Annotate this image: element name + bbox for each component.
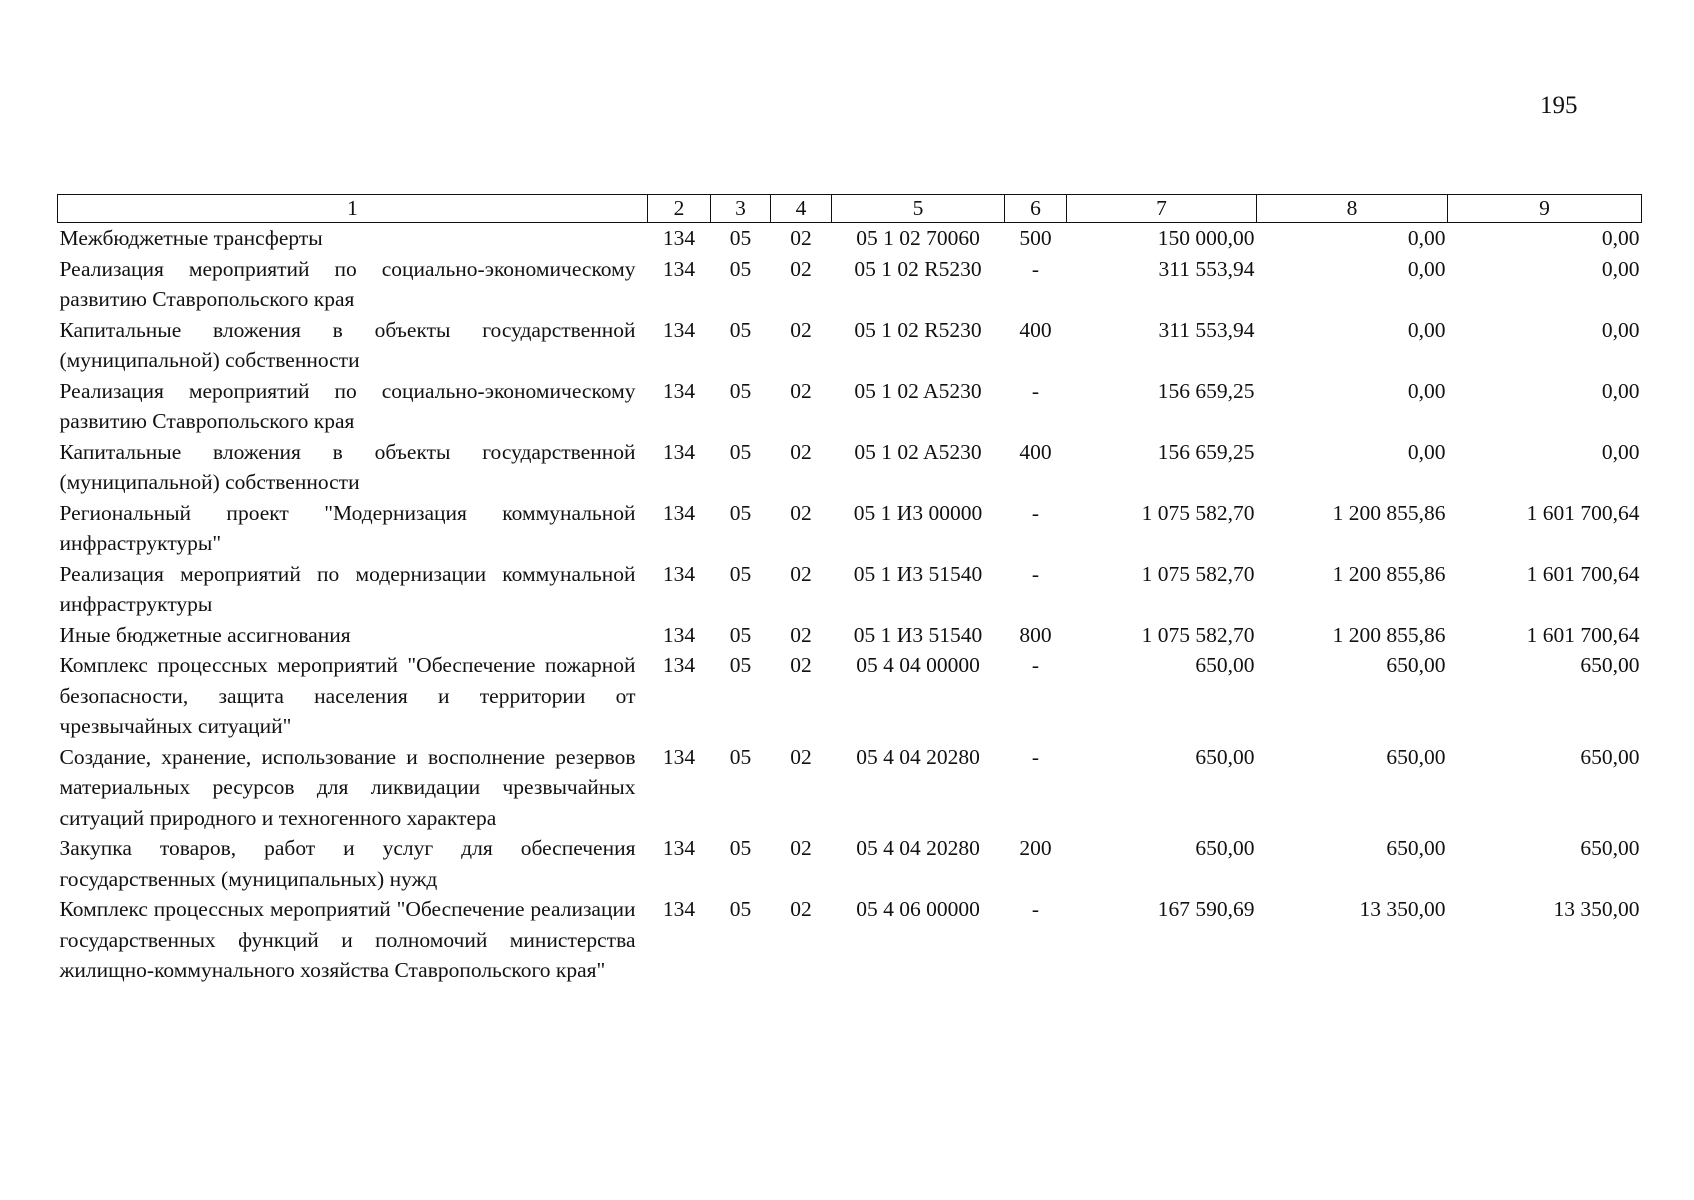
column-header-4: 4 (771, 195, 832, 223)
row-code-ministry: 134 (662, 226, 696, 250)
row-name: Реализация мероприятий по социально-экономическому развитию Ставропольского края (59, 256, 636, 311)
row-name: Комплекс процессных мероприятий "Обеспечение пожарной безопасности, защита населения и территории от чрезвычайных ситуаций" (59, 653, 636, 738)
row-code-subsection: 02 (790, 439, 812, 464)
table-row (58, 742, 1642, 834)
row-amount-col7: 650,00 (1195, 836, 1255, 860)
table-row (58, 437, 1642, 498)
row-amount-col9: 650,00 (1580, 744, 1640, 769)
column-header-3: 3 (711, 195, 771, 223)
row-code-expense-type: - (1031, 897, 1040, 921)
row-amount-col9: 13 350,00 (1553, 897, 1640, 921)
row-amount-col7: 156 659,25 (1157, 378, 1255, 403)
row-amount-col9: 1 601 700,64 (1526, 500, 1640, 525)
row-code-ministry: 134 (662, 561, 696, 586)
row-code-ministry: 134 (662, 500, 696, 525)
row-amount-col8: 1 200 855,86 (1332, 561, 1446, 586)
row-code-subsection: 02 (790, 653, 812, 677)
row-amount-col9: 0,00 (1601, 317, 1640, 342)
row-code-section: 05 (729, 439, 752, 464)
row-name: Межбюджетные трансферты (59, 226, 323, 250)
table-row (58, 620, 1642, 651)
row-amount-col9: 650,00 (1580, 836, 1640, 860)
table-header (58, 195, 1642, 223)
row-name: Региональный проект "Модернизация коммунальной инфраструктуры" (59, 500, 636, 555)
row-amount-col7: 150 000,00 (1157, 226, 1255, 250)
row-code-section: 05 (729, 317, 752, 342)
column-header-5: 5 (832, 195, 1005, 223)
column-header-9: 9 (1448, 195, 1642, 223)
row-name: Реализация мероприятий по модернизации коммунальной инфраструктуры (59, 561, 636, 616)
row-code-target: 05 1 И3 00000 (853, 500, 983, 525)
column-header-7: 7 (1067, 195, 1257, 223)
row-amount-col8: 650,00 (1386, 744, 1446, 769)
row-code-subsection: 02 (790, 561, 812, 586)
row-code-section: 05 (729, 561, 752, 586)
row-amount-col9: 0,00 (1601, 378, 1640, 403)
row-code-expense-type: - (1031, 744, 1040, 769)
row-code-target: 05 1 02 R5230 (854, 317, 982, 342)
header-row (58, 195, 1642, 223)
row-code-expense-type: 400 (1019, 439, 1052, 464)
row-code-subsection: 02 (790, 897, 812, 921)
row-amount-col8: 13 350,00 (1359, 897, 1446, 921)
table-row (58, 894, 1642, 986)
row-amount-col8: 0,00 (1407, 226, 1446, 250)
row-code-ministry: 134 (662, 622, 696, 647)
row-code-target: 05 1 02 A5230 (854, 378, 982, 403)
row-name: Капитальные вложения в объекты государственной (муниципальной) собственности (59, 317, 636, 372)
row-amount-col7: 650,00 (1195, 653, 1255, 677)
row-code-section: 05 (729, 744, 752, 769)
row-amount-col8: 0,00 (1407, 439, 1446, 464)
row-amount-col7: 156 659,25 (1157, 439, 1255, 464)
row-code-subsection: 02 (790, 744, 812, 769)
row-amount-col9: 1 601 700,64 (1526, 622, 1640, 647)
row-amount-col7: 1 075 582,70 (1141, 500, 1255, 525)
row-amount-col9: 650,00 (1580, 653, 1640, 677)
row-amount-col8: 0,00 (1407, 317, 1446, 342)
row-amount-col8: 650,00 (1386, 836, 1446, 860)
row-code-subsection: 02 (790, 256, 812, 281)
row-code-expense-type: - (1031, 561, 1040, 586)
row-code-target: 05 1 И3 51540 (853, 622, 983, 647)
table-body (58, 223, 1642, 986)
row-amount-col8: 0,00 (1407, 256, 1446, 281)
row-code-subsection: 02 (790, 622, 812, 647)
table-row (58, 223, 1642, 254)
row-code-section: 05 (729, 500, 752, 525)
row-amount-col9: 0,00 (1601, 256, 1640, 281)
budget-table (57, 194, 1642, 986)
row-name: Реализация мероприятий по социально-экономическому развитию Ставропольского края (59, 378, 636, 433)
row-code-expense-type: 400 (1019, 317, 1052, 342)
row-name: Комплекс процессных мероприятий "Обеспечение реализации государственных функций и полномочий министерства жилищно-коммунального хозяйства Ставропольского края" (59, 897, 636, 982)
table-row (58, 315, 1642, 376)
row-code-ministry: 134 (662, 653, 696, 677)
row-code-target: 05 4 04 00000 (856, 653, 980, 677)
row-code-target: 05 1 02 A5230 (854, 439, 982, 464)
row-code-expense-type: - (1031, 256, 1040, 281)
row-amount-col7: 167 590,69 (1157, 897, 1255, 921)
row-code-ministry: 134 (662, 836, 696, 860)
table-row (58, 254, 1642, 315)
column-header-2: 2 (648, 195, 711, 223)
row-name: Закупка товаров, работ и услуг для обеспечения государственных (муниципальных) нужд (59, 836, 636, 891)
row-amount-col7: 1 075 582,70 (1141, 561, 1255, 586)
row-code-expense-type: 800 (1019, 622, 1052, 647)
row-amount-col7: 1 075 582,70 (1141, 622, 1255, 647)
row-code-section: 05 (729, 256, 752, 281)
row-amount-col7: 650,00 (1195, 744, 1255, 769)
row-amount-col8: 0,00 (1407, 378, 1446, 403)
table-row (58, 376, 1642, 437)
row-code-section: 05 (729, 897, 752, 921)
row-amount-col7: 311 553,94 (1158, 317, 1255, 342)
row-code-subsection: 02 (790, 500, 812, 525)
row-code-section: 05 (729, 836, 752, 860)
row-code-expense-type: - (1031, 378, 1040, 403)
row-code-ministry: 134 (662, 256, 696, 281)
row-code-subsection: 02 (790, 317, 812, 342)
row-code-ministry: 134 (662, 378, 696, 403)
row-amount-col8: 1 200 855,86 (1332, 622, 1446, 647)
row-code-expense-type: 500 (1019, 226, 1052, 250)
row-code-target: 05 1 02 R5230 (854, 256, 982, 281)
column-header-6: 6 (1005, 195, 1067, 223)
row-code-ministry: 134 (662, 897, 696, 921)
row-code-target: 05 4 04 20280 (856, 744, 980, 769)
row-code-ministry: 134 (662, 744, 696, 769)
row-name: Иные бюджетные ассигнования (59, 622, 351, 647)
row-name: Капитальные вложения в объекты государственной (муниципальной) собственности (59, 439, 636, 494)
row-code-ministry: 134 (662, 317, 696, 342)
row-code-target: 05 1 02 70060 (856, 226, 980, 250)
row-code-subsection: 02 (790, 378, 812, 403)
row-amount-col8: 1 200 855,86 (1332, 500, 1446, 525)
page-number: 195 (1540, 92, 1578, 119)
row-code-ministry: 134 (662, 439, 696, 464)
column-header-8: 8 (1257, 195, 1448, 223)
row-code-target: 05 4 04 20280 (856, 836, 980, 860)
row-amount-col7: 311 553,94 (1158, 256, 1255, 281)
row-amount-col9: 1 601 700,64 (1526, 561, 1640, 586)
row-code-target: 05 1 И3 51540 (853, 561, 983, 586)
column-header-1: 1 (58, 195, 648, 223)
row-name: Создание, хранение, использование и восполнение резервов материальных ресурсов для ликвидации чрезвычайных ситуаций природного и техногенного характера (59, 744, 636, 830)
row-code-expense-type: 200 (1019, 836, 1052, 860)
row-code-subsection: 02 (790, 226, 812, 250)
table-row (58, 833, 1642, 894)
row-code-section: 05 (729, 653, 752, 677)
row-code-subsection: 02 (790, 836, 812, 860)
row-code-section: 05 (729, 226, 752, 250)
row-code-section: 05 (729, 622, 752, 647)
row-amount-col9: 0,00 (1601, 439, 1640, 464)
row-code-target: 05 4 06 00000 (856, 897, 980, 921)
row-amount-col8: 650,00 (1386, 653, 1446, 677)
table-row (58, 559, 1642, 620)
row-code-expense-type: - (1031, 500, 1040, 525)
row-amount-col9: 0,00 (1601, 226, 1640, 250)
row-code-expense-type: - (1031, 653, 1040, 677)
table-row (58, 498, 1642, 559)
table-row (58, 650, 1642, 742)
row-code-section: 05 (729, 378, 752, 403)
